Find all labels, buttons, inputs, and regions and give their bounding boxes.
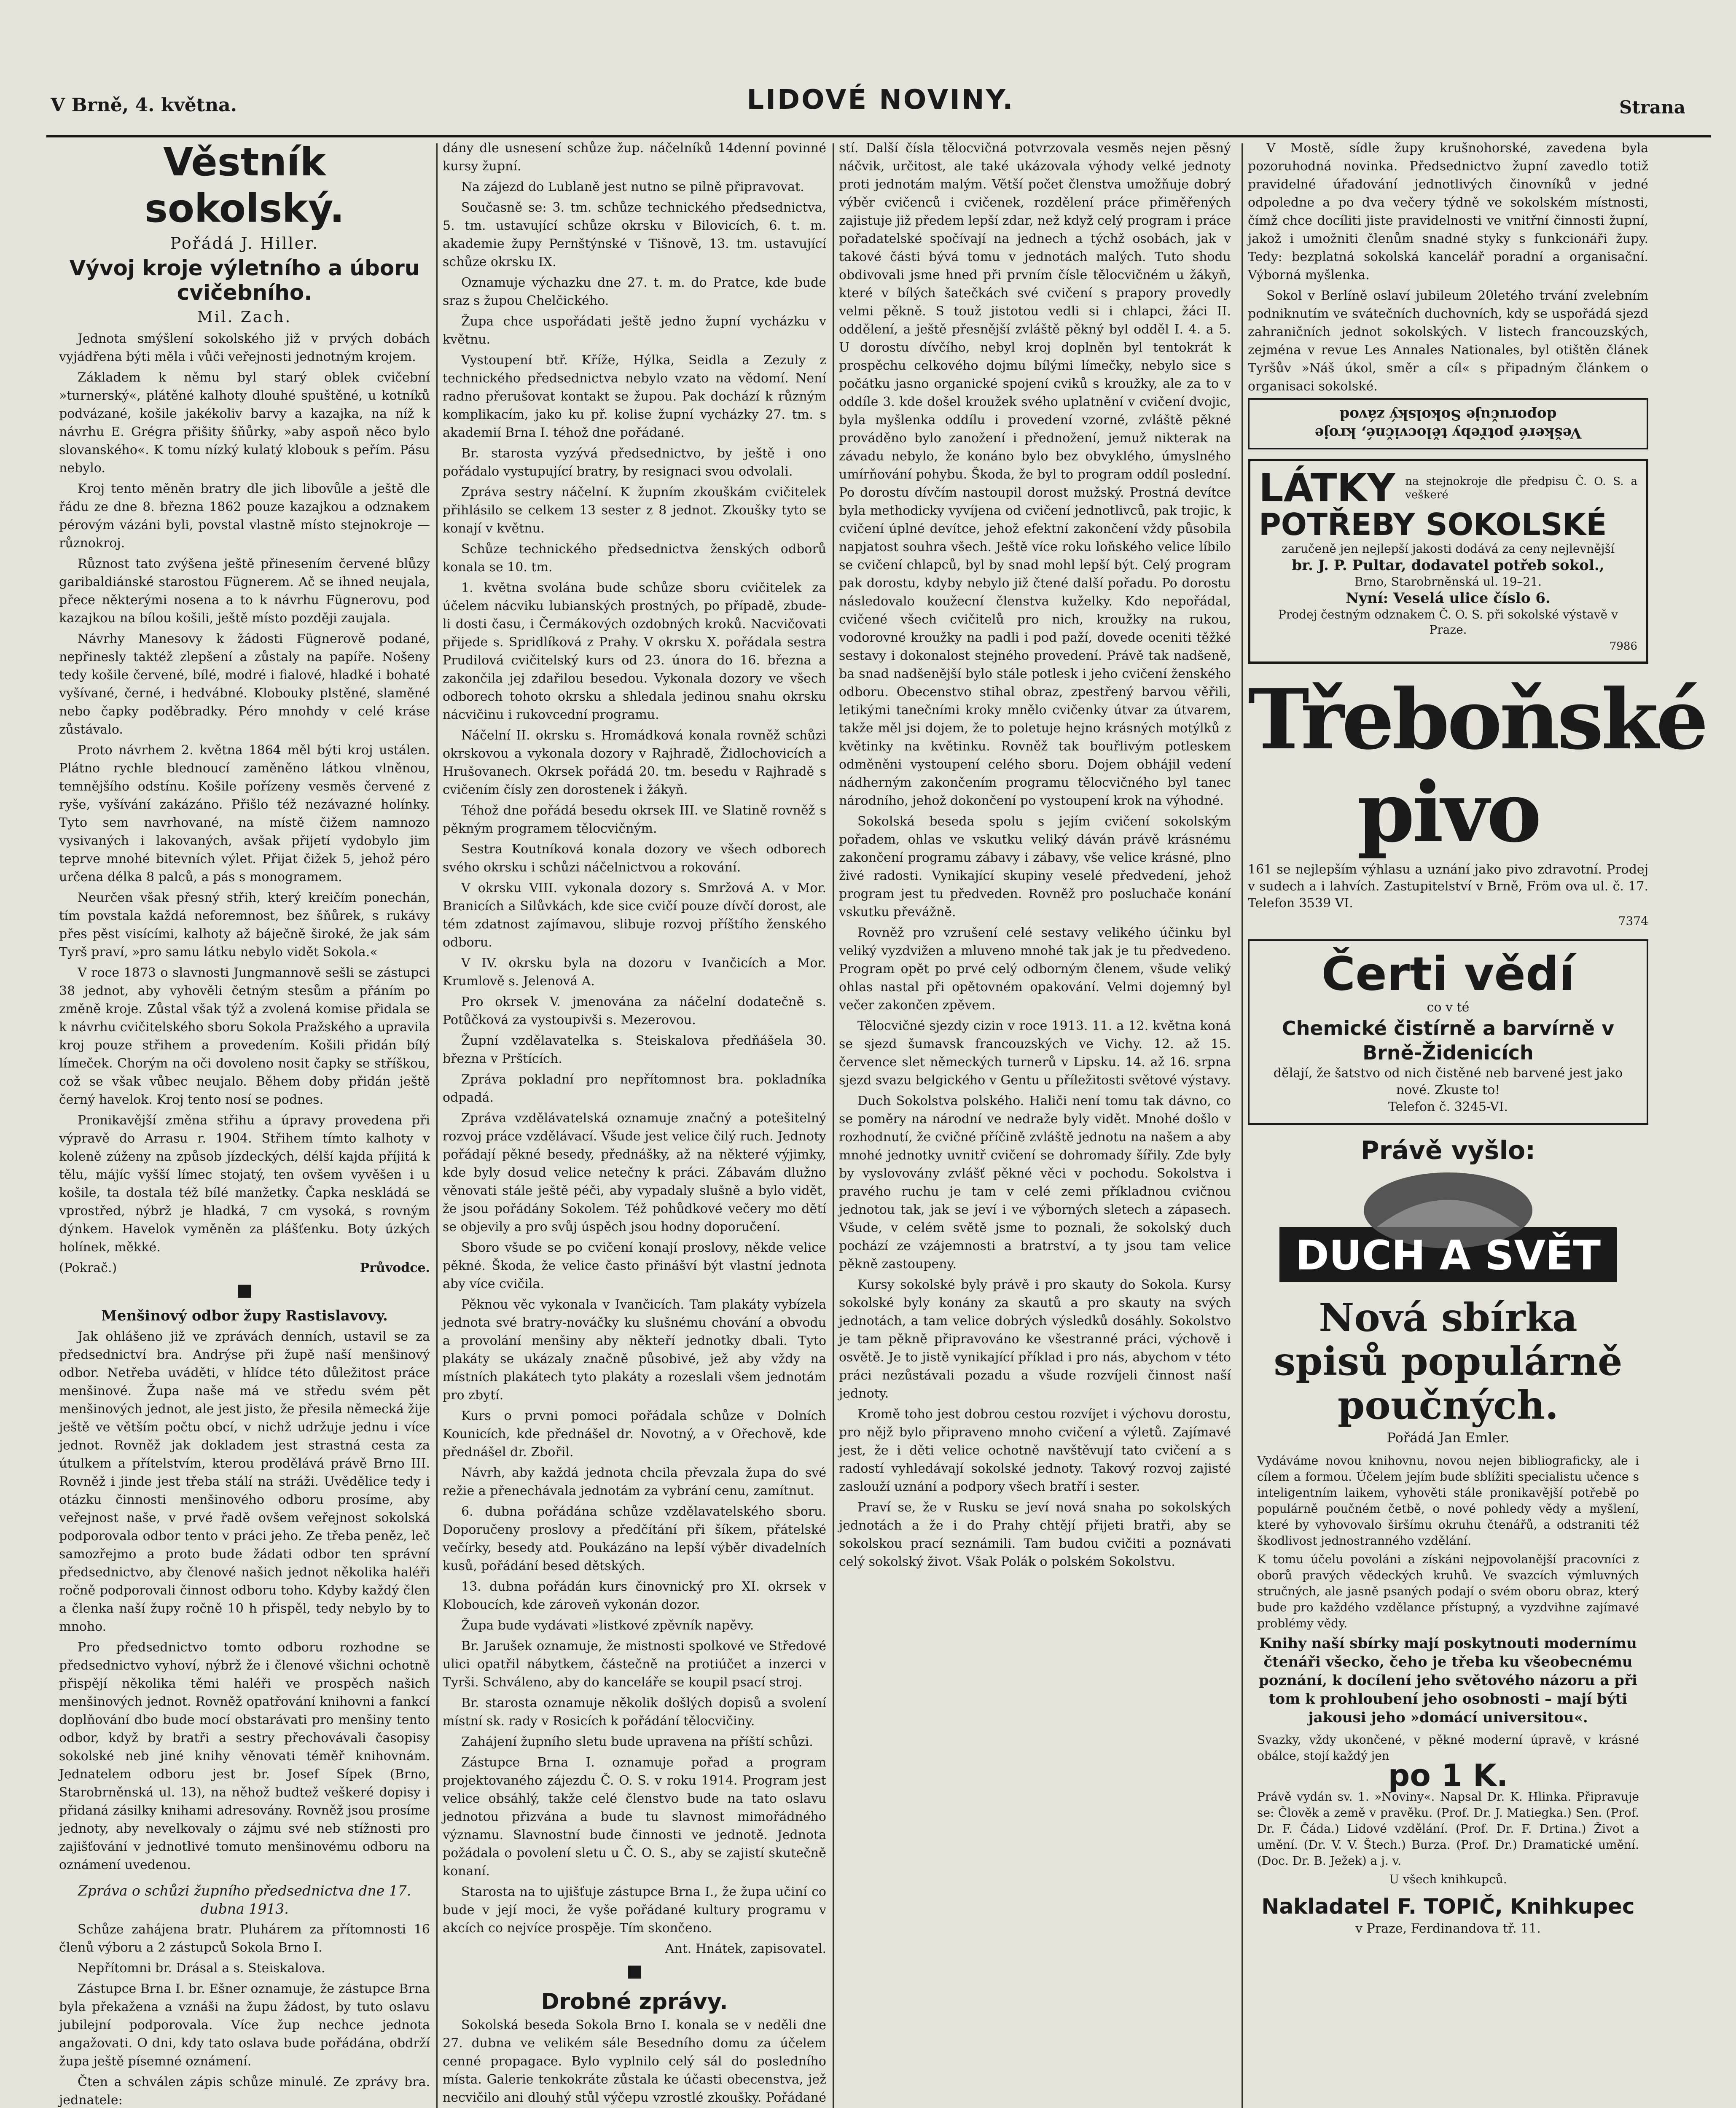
ad-publisher: Nakladatel F. TOPIČ, Knihkupec (1261, 1894, 1635, 1919)
column-4 (1248, 139, 1706, 1955)
duch-a-svet-logo (1257, 1164, 1639, 1291)
separator-dot: ■ (236, 1280, 253, 1300)
paragraph: Župa bude vydávati »listkové zpěvník napěvy. (461, 1618, 754, 1633)
paragraph: Vystoupení btř. Kříže, Hýlka, Seidla a Zezuly z technického předsednictva nebylo vzato na vědomí. Není radno přerušovat kontakt se župou. Pak dochází k různým komplikacím, jako ku př. kolise župní vycházky 27. tm. s akademií Brna I. téhož dne pořádané. (443, 353, 826, 440)
header-date: V Brně, 4. května. (51, 94, 237, 116)
article-signature-row (59, 1259, 430, 1277)
header-paper-name: LIDOVÉ NOVINY. (747, 84, 1015, 116)
column-divider (1242, 143, 1243, 2108)
paragraph: Čten a schválen zápis schůze minulé. Ze zprávy bra. jednatele: (59, 2075, 430, 2108)
ad-text: Knihy naší sbírky mají poskytnouti modernímu čtenáři všecko, čeho je třeba ku všeobecnému poznání, k docílení jeho světového názoru a při tom k prohloubení jeho osobnosti – mají býti jakousi jeho »domácí universitou«. (1259, 1635, 1637, 1726)
ad-header (1259, 465, 1637, 511)
separator-dot: ■ (626, 1961, 642, 1981)
article-title: Zpráva o schůzi župního předsednictva dne 17. dubna 1913. (78, 1882, 411, 1917)
advertisement-pivo (1248, 671, 1706, 930)
advertisement-certi (1248, 939, 1648, 1125)
paragraph: Br. Jarušek oznamuje, že mistnosti spolkové ve Středové ulici opatřil nábytkem, částečně na protiúčet a inzerci v Tyrši. Schváleno, aby do kanceláře se koupil psací stroj. (443, 1639, 826, 1690)
paragraph: Kromě toho jest dobrou cestou rozvíjet i výchovu dorostu, pro nějž bylo připraveno mnoho cvičení a výletů. Zajímavé jest, že i děti velice ochotně navštěvují tato cvičení a s radostí vyhledávají sokolské jednoty. Takový rozvoj zajisté zaslouží uznání a podpory všech bratří i sester. (839, 1407, 1231, 1494)
ad-number: 7986 (1609, 640, 1637, 653)
ad-number: 7374 (1618, 914, 1648, 928)
ad-text: Brno, Starobrněnská ul. 19–21. (1354, 575, 1542, 589)
paragraph: Téhož dne pořádá besedu okrsek III. ve Slatině rovněž s pěkným programem tělocvičným. (443, 803, 826, 836)
paragraph: 6. dubna pořádána schůze vzdělavatelského sboru. Doporučeny proslovy a předčítání při šíkem, přátelské večírky, besedy atd. Poukázáno na lepší výběr divadelních kusů, pořádání besed dětských. (443, 1504, 826, 1573)
paragraph: Náčelní II. okrsku s. Hromádková konala rovněž schůzi okrskovou a vykonala dozory v Rajhradě, Židlochovicích a Hrušovanech. Okrsek pořádá 20. tm. besedu v Rajhradě s cvičením čísly zen dorostenek i žákyň. (443, 728, 826, 797)
ad-text: Nyní: Veselá ulice číslo 6. (1346, 590, 1551, 607)
paragraph: Proto návrhem 2. května 1864 měl býti kroj ustálen. Plátno rychle blednoucí zaměněno látkou vlněnou, temnějšího odstínu. Košile pořízeny vesměs červené z ryše, vyšívání zakázáno. Přišlo též nezávazné holínky. Tyto sem navrhované, na místě čižem namnozo vysivaných i lakovaných, avšak přijetí vydobylo jim teprve mnohé bitevních výlet. Přijat čižek 5, jehož péro určena délka 8 palců, a pás s monogramem. (59, 743, 430, 885)
paragraph: 1. května svolána bude schůze sboru cvičitelek za účelem nácviku lubianských prostných, po případě, zbude-li dosti času, i Čermákových ozdobných kroků. Nacvičovati přijede s. Spridlíková z Prahy. V okrsku X. pořádala sestra Prudilová cvičitelský kurs od 23. února do 16. března a zakončila jej zdařilou besedou. Vykonala dozory ve všech odborech tohoto okrsku a shledala jedinou snahu okrsku nácvičinu i rukovcední programu. (443, 581, 826, 722)
ad-text: Chemické čistírně a barvírně v Brně-Židenicích (1282, 1017, 1615, 1064)
paragraph: Jednota smýšlení sokolského již v prvých dobách vyjádřena býti měla i vůči veřejnosti jednotným krojem. (59, 331, 430, 364)
paragraph: Na zájezd do Lublaně jest nutno se pilně připravovat. (461, 180, 804, 194)
paragraph: Různost tato zvýšena ještě přinesením červené blůzy garibaldiánské starostou Fügnerem. Ač se ihned neujala, přece některými nosena a to k návrhu Fügnerovu, pod kazajkou na bílou košili, ještě místo později zaujala. (59, 557, 430, 626)
paragraph: Sboro všude se po cvičení konají proslovy, někde velice pěkné. Škoda, že velice často přinášví být vlastní jednota aby více cvičila. (443, 1240, 826, 1291)
paragraph: Zástupce Brna I. oznamuje pořad a program projektovaného zájezdu Č. O. S. v roku 1914. Program jest velice obsáhlý, takže celé členstvo bude na tato oslavu jednotou přizvána a bude tu slavnost mimořádného významu. Slavnostní bude činnosti ve jednotě. Jednota požádala o povolení sletu u Č. O. S., aby se zajistí skutečně konaní. (443, 1755, 826, 1879)
paragraph: Pronikavější změna střihu a úpravy provedena při výpravě do Arrasu r. 1904. Střihem tímto kalhoty v koleně zúženy na způsob jízdeckých, délší kajda příjitá k tělu, májíc vyšší límec stojatý, ten ovšem vyvěšen i u košile, ta dostala též bílé manžetky. Čapka neskládá se vprostřed, nýbrž je hladká, 7 cm vysoká, s rovným dýnkem. Havelok vyměněn za plášťenku. Boty úzkých holínek, měkké. (59, 1113, 430, 1255)
paragraph: Br. starosta oznamuje několik došlých dopisů a svolení místní sk. rady v Rosicích k pořádání tělocvičiny. (443, 1696, 826, 1729)
page-header (51, 84, 1711, 135)
paragraph: Neurčen však přesný střih, který kreičím ponechán, tím povstala každá neforemnost, bez šňůrek, s rukávy přes pěst visícími, kalhoty až báječně široké, že jak sám Tyrš praví, »pro samu látku nebylo vidět Sokola.« (59, 890, 430, 960)
paragraph: V okrsku VIII. vykonala dozory s. Smržová A. v Mor. Branicích a Silůvkách, kde sice cvičí pouze dívčí dorost, ale tém zdatnost zajímavou, slibuje rozvoj příštího ženského odboru. (443, 881, 826, 950)
paragraph: Župní vzdělavatelka s. Steiskalova předňášela 30. března v Prštících. (443, 1033, 826, 1066)
paragraph: Základem k němu byl starý oblek cvičební »turnerský«, plátěné kalhoty dlouhé spuštěné, u kotníků podvázané, košile jakékoliv barvy a kazajka, na níž k návrhu E. Grégra přišity šňůrky, »aby aspoň něco bylo slovanského«. K tomu nízký kulatý klobouk s peřím. Pásu nebylo. (59, 370, 430, 476)
column-1 (59, 139, 430, 2108)
paragraph: Sestra Koutníková konala dozory ve všech odborech svého okrsku i schůzi náčelnictvou a rokování. (443, 842, 826, 875)
paragraph: Pro okrsek V. jmenována za náčelní dodatečně s. Potůčková za vystoupivši s. Mezerovou. (443, 995, 826, 1027)
ad-text: br. J. P. Pultar, dodavatel potřeb sokol., (1292, 557, 1604, 574)
paragraph: 13. dubna pořádán kurs činovnický pro XI. okrsek v Kloboucích, kde zároveň vykonán dozor. (443, 1579, 826, 1612)
paragraph: Schůze zahájena bratr. Pluhárem za přítomnosti 16 členů výboru a 2 zástupců Sokola Brno I. (59, 1922, 430, 1955)
paragraph: Rovněž pro vzrušení celé sestavy velikého účinku byl veliký vyzdvižen a mluveno mnohé tak jak je tu předvedeno. Program opět po prvé celý odborným členem, všude veliký ohlas nastal při opětovném opakování. Velmi dojemný byl večer zakončen zpěvem. (839, 925, 1231, 1013)
paragraph: Pro předsednictvo tomto odboru rozhodne se předsednictvo vyhoví, nýbrž že i členové všichni ochotně přispějí několika těmi haléři ve prospěch našich menšinových jednot. Rovněž opatřování knihovni a fankcí doplňování dbo bude mocí obstarávati pro menšiny tento odbor, když by bratři a sestry přechovávali časopisy sokolské neb jiné knihy věnovati téměř knihovnám. Jednatelem odboru jest br. Josef Sípek (Brno, Starobrněnská ul. 13), na něhož budtež veškeré dopisy i přidaná zásilky knihami adresovány. Rovněž jsou prosíme jednoty, aby nevelkovaly o zájmu své neb stížnosti pro zajišťování v jednotlivé tomuto menšinovému odboru na oznámení uvedenou. (59, 1640, 430, 1872)
ad-price: po 1 K. (1388, 1758, 1508, 1793)
column-divider (833, 143, 834, 2108)
paragraph: V roce 1873 o slavnosti Jungmannově sešli se zástupci 38 jednot, aby vyhověli četným stesům a přáním po změně kroje. Zůstal však týž a zvolená komise přidala se k návrhu cvičitelského sboru Sokola Pražského a upravila kroj pouze střihem a provedením. Košili přidán bílý límeček. Chorým na oči dovoleno nosit čapky se stříškou, což se však vůbec neujalo. Během doby přidán ještě černý havelok. Kroj tento nosí se podnes. (59, 965, 430, 1107)
paragraph: Sokol v Berlíně oslaví jubileum 20letého trvání zvelebním podniknutím ve svátečních duchovních, kdy se uspořádá sjezd zahraničních jednot sokolských. V listech francouzských, zejména v revue Les Annales Nationales, byl otištěn článek Tyršův »Náš úkol, směr a cíl« s připadným článkem o organisaci sokolské. (1248, 288, 1648, 394)
ad-text: Právě vydán sv. 1. »Noviny«. Napsal Dr. K. Hlinka. Připravuje se: Člověk a země v pravěku. (Prof. Dr. J. Matiegka.) Sen. (Prof. Dr. F. Čáda.) Lidové vzdělání. (Prof. Dr. F. Drtina.) Život a umění. (Dr. V. V. Štech.) Burza. (Prof. Dr.) Dramatické umění. (Doc. Dr. B. Ježek) a j. v. (1257, 1790, 1639, 1868)
header-page-label: Strana (1619, 97, 1685, 118)
paragraph: Zahájení župního sletu bude upravena na příští schůzi. (461, 1734, 813, 1749)
paragraph: stí. Další čísla tělocvičná potvrzovala vesměs nejen pěsný náčvik, určitost, ale také ukázovala výhody velké jednoty proti jednotám malým. Větší počet členstva umožňuje dobrý výběr cvičenců i cvičenek, rozdělení práce přiměřených zajistuje již předem lepší zdar, než když celý program i práce pořadatelské spočívají na jednech a týchž osobách, jak v takové části bývá tomu v jednotách malých. Tuto shodu obdivovali jsme hned při prvním čísle tělocvičném u žákyň, které v bílých šatečkách své cvičení s prapory provedly velmi pěkně. S touž jistotou vedli si i chlapci, žáci II. oddělení, a ještě přesnější zvláště pěkný byl odděl I. 4. a 5. U dorostu dívčího, nebyl kroj doplněn byl tentokrát k prospěchu celkového dojmu bílými límečky, nebylo sice s počátku jasno organické spojení cviků s kroužky, ale za to v oddíle 3. kde došel kroužek svého uplatnění v cvičení dvojic, byla myšlenka oddílu i provedení vzorné, zvláště pěkné prováděno bylo zanožení i přednožení, jemuž nikterak na závadu nebylo, že konáno bylo bez obvyklého, úmyslného umírňování pohybu. Škoda, že byl to program oddíl poslední. Po dorostu dívčím nastoupil dorost mužský. Prostná devítce byla methodicky vyvíjena od cvičení jednotlivců, pak trojic, k cvičení úplné devítce, jehož efektní zakončení vždy působila napjatost souhra všech. Ještě více roku loňského velice líbilo se cvičení chlapců, byl by snad mohl lepší být. Celý program pak dorostu, kdyby nebylo již čtené další pořadu. Po dorostu následovalo koužecní členstva kuželky. Kdo nepořádal, cvičené všech cvičitelů pro nich, kroužky na rukou, vodorovné kroužky na padli i pod paží, dovede oceniti těžké sestavy i dokonalost stejného provedení. Právě tak nadšeně, ba snad nadšenější bylo stále potlesk i jeho cvičení ženského odboru. Obecenstvo stihal obraz, zpestřený barvou věřili, letikými tanečními kroky mnělo cvičenky útvar za útvarem, takže měl jsi dojem, že to poletuje hejno krásných motýlků z květinky na květinku. Rovněž tak bouřlivým potleskem odměněni vystoupení celého sboru. Dojem obhájil vedení nádherným zakončením programu tělocvičného byl tanec národního, jehož dokončení po vystoupení krok na výhodné. (839, 141, 1231, 808)
ad-text: U všech knihkupců. (1389, 1872, 1507, 1886)
advertisement-upside-down (1248, 398, 1648, 449)
ad-text: Veškeré potřeby tělocvičné, kroje (1314, 425, 1582, 441)
paragraph: V IV. okrsku byla na dozoru v Ivančicích a Mor. Krumlově s. Jelenová A. (443, 956, 826, 989)
ad-headline: Čerti vědí (1321, 947, 1575, 1001)
paragraph: Kroj tento měněn bratry dle jich libovůle a ještě dle řádu ze dne 8. března 1862 pouze kazajkou a odznakem pérovým vázáni byli, povstal vlastně místo stejnokroje — různokroj. (59, 481, 430, 551)
paragraph: Kursy sokolské byly právě i pro skauty do Sokola. Kursy sokolské byly konány za skautů a pro skauty na svých jednotách, a tam velice dobrých výsledků dosáhly. Sokolstvo je tam pěkně připravováno ke všestranné práci, výchově i osvětě. Je to jistě vynikající příklad i pro nás, abychom v této práci nezůstávali pozadu a všude rozvíjeli činnost naší jednoty. (839, 1277, 1231, 1401)
paragraph: Tělocvičné sjezdy cizin v roce 1913. 11. a 12. května koná se sjezd šumavsk francouzských ve Vichy. 12. až 15. července slet německých turnerů v Lipsku. 14. až 16. srpna sjezd svazu belgického v Gentu u příležitosti světové výstavy. (839, 1019, 1231, 1088)
column-divider (436, 143, 438, 2108)
ad-text: 161 se nejlepším výhlasu a uznání jako pivo zdravotní. Prodej v sudech a i lahvích. Zastupitelství v Brně, Fröm ova ul. č. 17. Telefon 3539 VI. (1248, 862, 1648, 911)
ad-text: doporučuje Sokolský závod (1339, 406, 1557, 423)
ad-headline: Třeboňské pivo (1248, 671, 1706, 861)
ad-text: Vydáváme novou knihovnu, novou nejen bibliograficky, ale i cílem a formou. Účelem jejím bude sblížiti specialistu učence s inteligentním laikem, vyhověti stále pronikavější potřebě po populárně poučném četbě, o nové pohledy vědy a myšlení, které by vyhovovalo širšímu okruhu čtenářů, a odstraniti též škodlivost jednostranného vzdělání. (1257, 1454, 1639, 1548)
paragraph: Duch Sokolstva polského. Haliči není tomu tak dávno, co se poměry na národní ve nedraže byly vidět. Mnohé došlo v rozhodnutí, že cvičné příčině zvláště jednotu na našem a aby mnohé jednotky uvnitř cvičení se dohromady šířily. Zde byly by vyslovovány zvlášť pěkné věci v pochodu. Sokolstva i pravého ruchu je tam v celé zemi příkladnou cvičnou jednotou tak, jak se jeví i ve výborných sletech a zápasech. Všude, v celém světě jsme to poznali, že sokolský duch pochází ze vzájemnosti a bratrství, a ty jsou tam velice pěkně zastoupeny. (839, 1094, 1231, 1272)
ad-headline: Právě vyšlo: (1360, 1136, 1536, 1165)
article-signature: Průvodce. (360, 1261, 430, 1275)
paragraph: Zástupce Brna I. br. Ešner oznamuje, že zástupce Brna byla překažena a vznáši na župu žádost, by tuto oslavu jubilejní podporovala. Více žup nechce jednota angažovati. O dni, kdy tato oslava bude pořádána, obdrží župa ještě písemné oznámení. (59, 1982, 430, 2069)
paragraph: dány dle usnesení schůze žup. náčelníků 14denní povinné kursy župní. (443, 141, 826, 174)
paragraph: Schůze technického předsednictva ženských odborů konala se 10. tm. (443, 542, 826, 575)
ad-text: K tomu účelu povoláni a získáni nejpovolanější pracovníci z oborů pravých vědeckých kruhů. Ve svazcích výmluvných stručných, ale jasně psaných podají o svém oboru obraz, který bude pro každého vzdělance přístupný, a vyzdvihne zajímavé problémy vědy. (1257, 1552, 1639, 1630)
ad-text: Pořádá Jan Emler. (1387, 1430, 1510, 1446)
paragraph: Současně se: 3. tm. schůze technického předsednictva, 5. tm. ustavující schůze okrsku v Bilovicích, 6. t. m. akademie župy Pernštýnské v Tišnově, 13. tm. ustavující schůze okrsku IX. (443, 200, 826, 269)
paragraph: Praví se, že v Rusku se jeví nová snaha po sokolských jednotách a že i do Prahy chtějí přijeti bratři, aby se sokolskou prací seznámili. Tam budou cvičiti a poznávati celý sokolský život. Však Polák o polském Sokolstvu. (839, 1500, 1231, 1569)
advertisement-duch-a-svet (1248, 1134, 1648, 1945)
paragraph: Sokolská beseda Sokola Brno I. konala se v neděli dne 27. dubna ve velikém sále Besedního domu za účelem cenné propagace. Bylo vyplnilo celý sál do posledního místa. Galerie tenkokráte zůstala ke účasti obecenstva, jež necvičilo ani dlouhý stůl výčepu vzrostlé zkoušky. Pořádané (443, 2018, 826, 2105)
paragraph: Zpráva pokladní pro nepřítomnost bra. pokladníka odpadá. (443, 1072, 826, 1105)
paragraph: Br. starosta vyzývá předsednictvo, by ještě i ono pořádalo vystupující bratry, by resignaci svou odvolali. (443, 446, 826, 479)
ad-text: na stejnokroje dle předpisu Č. O. S. a veškeré (1405, 475, 1637, 501)
ad-address: v Praze, Ferdinandova tř. 11. (1355, 1921, 1541, 1936)
paragraph: Nepřítomni br. Drásal a s. Steiskalova. (78, 1961, 325, 1976)
paragraph: Župa chce uspořádati ještě jedno župní vycházku v květnu. (443, 314, 826, 347)
paragraph: V Mostě, sídle župy krušnohorské, zavedena byla pozoruhodná novinka. Předsednictvo župní zavedlo totiž pravidelné úřadování jednotlivých činovníků v jedné odpoledne a po dva večery týdně ve sokolském místnosti, čímž chce docíliti jiste pravidelnosti ve vnitřní činnosti župní, jakož i umožniti členům snadné styky s funkcionáři župy. Tedy: bezplatná sokolská kancelář poradní a organisační. Výborná myšlenka. (1248, 141, 1648, 282)
ad-headline: LÁTKY (1259, 465, 1395, 511)
paragraph: Jak ohlášeno již ve zprávách denních, ustavil se za předsednictví bra. Andrýse při župě naší menšinový odbor. Netřeba uváděti, v hlídce této důležitost práce menšinové. Župa naše má ve středu svém pět menšinových jednot, ale jest jisto, že přesila německá žije ještě ve větším počtu obcí, v nichž udržuje jednu i více jednot. Rovněž jak dokladem jest strastná cesta za útulkem a přítelstvím, kterou prodělává právě Brno III. Rovněž i jinde jest třeba stálí na stráži. Uvědělice tedy i otázku činnosti menšinového odboru prosíme, aby veřejnost naše, v prvé řadě ovšem veřejnost sokolská podporovala odbor tento v práci jeho. Ze třeba peněz, leč samozřejmo a proto bude žádati odbor ten správní předsednictvo, aby členové našich jednot několika haléři ročně podporovali činnost odboru toho. Kdyby každý člen a členka naší župy ročně 10 h přispěl, tedy nebylo by to mnoho. (59, 1329, 430, 1634)
ad-text: Svazky, vždy ukončené, v pěkné moderní úpravě, v krásné obálce, stojí každý jen (1257, 1733, 1639, 1763)
duch-logo-icon (1258, 1164, 1638, 1291)
paragraph: Zpráva vzdělávatelská oznamuje značný a potešitelný rozvoj práce vzdělávací. Všude jest velice čilý ruch. Jednoty pořádají pěkné besedy, přednášky, až na některé výjimky, kde byly dosud velice netečny k práci. Zábavám dlužno věnovati stále ještě péči, aby vypadaly slušně a bylo vidět, že jsou pořádány Sokolem. Též pohůdkové večery mo dětí se objevily a pro svůj úspěch jsou hodny doporučení. (443, 1111, 826, 1234)
ad-text: Telefon č. 3245-VI. (1388, 1100, 1508, 1114)
article-author: Mil. Zach. (197, 309, 292, 326)
paragraph: Zpráva sestry náčelní. K župním zkouškám cvičitelek přihlásilo se celkem 13 sester z 8 jednot. Zkoušky tyto se konají v květnu. (443, 485, 826, 536)
paragraph: Pěknou věc vykonala v Ivančicích. Tam plakáty vybízela jednota své bratry-nováčky ku slušnému chování a obvodu a provolání menšiny aby někteří jednotky dbali. Tyto plakáty se ukázaly značně působivé, jež aby vždy na místních plakátech tyto plakáty a rozeslali všem jednotám pro zbytí. (443, 1297, 826, 1403)
section-title: Drobné zprávy. (541, 1989, 728, 2014)
section-editor: Pořádá J. Hiller. (170, 234, 319, 253)
header-rule (46, 135, 1711, 137)
ad-text: dělají, že šatstvo od nich čistěné neb barvené jest jako nové. Zkuste to! (1273, 1066, 1623, 1097)
logo-text: DUCH A SVĚT (1295, 1232, 1601, 1279)
ad-text: zaručeně jen nejlepší jakosti dodává za ceny nejlevnější (1282, 542, 1615, 556)
paragraph: Oznamuje výchazku dne 27. t. m. do Pratce, kde bude sraz s župou Chelčického. (443, 275, 826, 308)
article-title: Vývoj kroje výletního a úboru cvičebního. (69, 256, 420, 305)
article-title: Menšinový odbor župy Rastislavovy. (101, 1307, 388, 1324)
paragraph: Kurs o prvni pomoci pořádala schůze v Dolních Kounicích, kde přednášel dr. Novotný, a v Ořechově, kde přednášel dr. Zbořil. (443, 1409, 826, 1460)
continuation-note: (Pokrač.) (59, 1261, 117, 1275)
section-title: Věstník sokolský. (145, 140, 344, 231)
ad-text: co v té (1427, 1000, 1470, 1015)
article-signature: Ant. Hnátek, zapisovatel. (665, 1941, 826, 1956)
paragraph: Sokolská beseda spolu s jejím cvičení sokolským pořadem, ohlas ve vskutku veliký dáván právě krásnému zakončení programu zábavy i zábavy, vše velice krásné, plno živé radosti. Vynikající skupiny veselé předvedení, jehož program jest tu předveden. Rovněž pro posluchače konání vskutku převážně. (839, 814, 1231, 920)
paragraph: Návrhy Manesovy k žádosti Fügnerově podané, nepřinesly taktéž zlepšení a zůstaly na papíře. Nošeny tedy košile červené, bílé, modré i fialové, hladké i bohaté vyšívané, černé, i hedvábné. Klobouky plstěné, slaměné nebo čapky poděbradky. Péro mnohdy v celé kráse zůstávalo. (59, 632, 430, 737)
paragraph: Starosta na to ujišťuje zástupce Brna I., že župa učiní co bude v její moci, že vyše pořádané kultury programu v akcích co nejvíce prospěje. Tím skončeno. (443, 1885, 826, 1936)
column-3 (839, 139, 1231, 1573)
advertisement-latky (1248, 459, 1648, 664)
ad-headline: POTŘEBY SOKOLSKÉ (1259, 507, 1607, 542)
paragraph: Návrh, aby každá jednota chcila převzala župa do své režie a přenechávala jednotám za vybrání cenu, zamítnut. (443, 1465, 826, 1498)
ad-headline: Nová sbírka spisů populárně poučných. (1274, 1295, 1623, 1428)
column-2 (443, 139, 826, 2108)
ad-text: Prodej čestným odznakem Č. O. S. při sokolské výstavě v Praze. (1278, 608, 1618, 637)
